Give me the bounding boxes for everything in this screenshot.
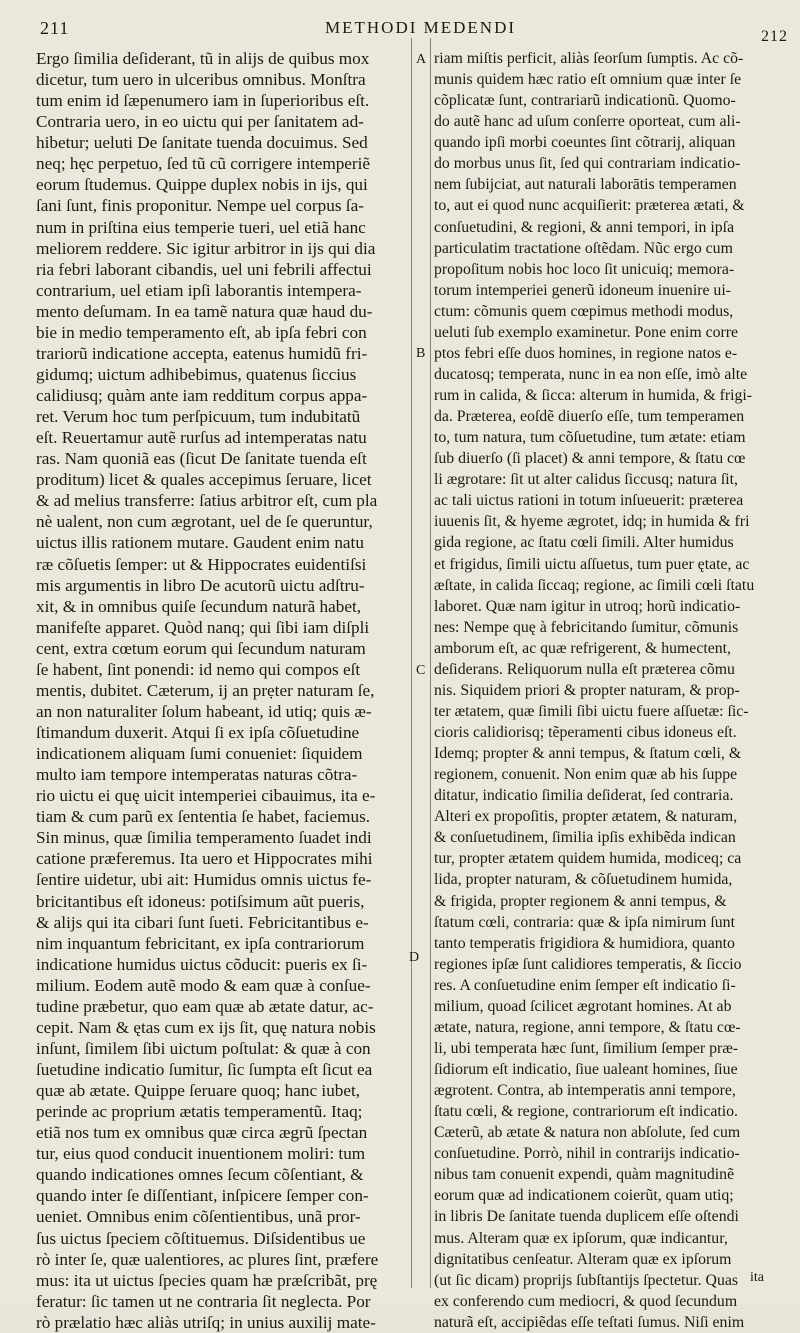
text-line: ptos febri eſſe duos homines, in regione natos e-: [434, 344, 738, 362]
text-line: an non naturaliter ſolum habeant, id utiq; quis æ-: [36, 701, 372, 721]
text-line: ætate, natura, regione, anni tempore, & ſtatu cœ-: [434, 1018, 741, 1036]
text-line: nes: Nempe quę à febricitando ſumitur, cõmunis: [434, 618, 739, 636]
text-line: tudine præbetur, quo eam quæ ab ætate datur, ac-: [36, 996, 374, 1016]
text-line: nè ualent, non cum ægrotant, uel de ſe queruntur,: [36, 512, 373, 532]
text-line: cent, extra cœtum eorum qui ſecundum naturam: [36, 638, 366, 658]
text-line: Ergo ſimilia deſiderant, tũ in alijs de quibus mox: [36, 49, 370, 68]
text-line: ducatosq; temperata, nunc in ea non eſſe, imò alte: [434, 365, 748, 383]
text-line: indicationem aliquam ſumi conueniet: ſiquidem: [36, 744, 363, 764]
text-line: ras. Nam quoniã eas (ſicut De ſanitate tuenda eſt: [36, 449, 367, 469]
text-line: regiones ipſæ ſunt calidiores temperatis, & ſiccio: [434, 955, 742, 973]
text-line: nibus tam conuenit expendi, quàm magnitudinẽ: [434, 1166, 735, 1184]
text-line: torum intemperiei generũ idoneum inuenire ui-: [434, 281, 731, 299]
text-line: calidiusq; quàm ante iam redditum corpus appa-: [36, 386, 368, 405]
text-line: to, aut ei quod nunc acquiſierit: præterea ætati, &: [434, 197, 745, 215]
right-text-column: [434, 48, 754, 1333]
text-line: proditum) licet & quales accepimus ſeruare, licet: [36, 470, 372, 490]
text-line: ſus uictus ſpeciem cõſtituemus. Diſsidentibus ue: [36, 1228, 366, 1248]
text-line: trariorũ indicatione accepta, eatenus humidũ fri-: [36, 343, 368, 363]
text-line: tum enim id ſæpenumero iam in ſuperioribus eſt.: [36, 91, 370, 111]
text-line: naturã eſt, accipiẽdas eſſe teſtati ſumus. Niſi enim: [434, 1313, 745, 1331]
text-line: ctum: cõmunis quem cœpimus methodi modus,: [434, 302, 734, 320]
text-line: ueluti ſub exemplo examinetur. Pone enim corre: [434, 323, 739, 341]
text-line: cepit. Nam & ętas cum ex ijs ſit, quę natura nobis: [36, 1017, 376, 1037]
text-line: eorum ſtudemus. Quippe duplex nobis in ijs, qui: [36, 175, 368, 195]
text-line: milium. Eodem autẽ modo & eam quæ à conſue-: [36, 975, 371, 995]
text-line: mus. Alteram quæ ex ipſorum, quæ indicantur,: [434, 1229, 728, 1247]
text-line: quando indicationes omnes ſecum cõſentiant, &: [36, 1165, 364, 1185]
text-line: da. Præterea, eoſdẽ diuerſo eſſe, tum temperamen: [434, 408, 745, 426]
text-line: ſe habent, ſint ponendi: id nemo qui compos eſt: [36, 659, 361, 679]
text-line: xit, & in omnibus quiſe ſecundum naturã habet,: [36, 596, 362, 616]
text-line: ſtatu cœli, & regione, contrariorum eſt indicatio.: [434, 1103, 738, 1121]
text-line: munis quidem hæc ratio eſt omnium quæ inter ſe: [434, 71, 742, 89]
text-line: laboret. Quæ nam igitur in utroq; horũ indicatio-: [434, 597, 741, 615]
text-line: in libris De ſanitate tuenda duplicem eſſe oſtendi: [434, 1208, 739, 1226]
text-line: do autẽ hanc ad uſum conſerre oporteat, cum ali-: [434, 113, 741, 131]
text-line: (ut ſic dicam) proprijs ſubſtantijs ſpectetur. Quas: [434, 1271, 739, 1289]
margin-letter-b: B: [416, 346, 426, 361]
text-line: meliorem reddere. Sic igitur arbitror in ijs qui dia: [36, 238, 376, 258]
text-line: conſuetudini, & regioni, & anni tempori, in ipſa: [434, 218, 735, 236]
text-line: ſentire uidetur, ubi ait: Humidus omnis uictus fe-: [36, 870, 372, 890]
text-line: res. A conſuetudine enim ſemper eſt indicatio ſi-: [434, 976, 736, 994]
text-line: multo iam tempore intemperatas naturas cõtra-: [36, 765, 358, 785]
text-line: quæ ab ætate. Quippe ſeruare quoq; hanc iubet,: [36, 1081, 361, 1101]
text-line: inſunt, ſimilem ſibi uictum poſtulat: & quæ à con: [36, 1038, 371, 1058]
margin-letter-c: C: [416, 663, 426, 678]
text-line: bricitantibus eſt idoneus: potiſsimum aũt pueris,: [36, 891, 365, 911]
text-line: tanto temperatis frigidiora & humidiora, quanto: [434, 934, 735, 952]
text-line: amborum eſt, ac quæ refrigerent, & humectent,: [434, 639, 731, 657]
text-line: iuuenis ſit, & hyeme ægrotet, idq; in humida & fri: [434, 513, 750, 531]
column-rule-left: [411, 38, 412, 1288]
right-page-number: 212: [761, 28, 788, 45]
text-line: Alteri ex propoſitis, propter ætatem, & naturam,: [434, 808, 738, 826]
text-line: mentis, dubitet. Cæterum, ij an prẹter naturam ſe,: [36, 680, 375, 700]
text-line: ægrotent. Contra, ab intemperatis anni tempore,: [434, 1082, 736, 1100]
text-line: & alijs qui ita cibari ſunt ſueti. Febricitantibus e-: [36, 912, 369, 932]
text-line: contrarium, uel etiam ipſi laborantis intempera-: [36, 280, 362, 300]
text-line: Cæterũ, ab ætate & natura non abſolute, ſed cum: [434, 1124, 741, 1142]
text-line: Contraria uero, in eo uictu qui per ſanitatem ad-: [36, 112, 364, 132]
left-page-number: 211: [40, 18, 70, 38]
text-line: ſub diuerſo (ſi placet) & anni tempore, & ſtatu cœ: [434, 450, 746, 468]
text-line: ſtimandum duxerit. Atqui ſi ex ipſa cõſuetudine: [36, 723, 360, 742]
text-line: & frigida, propter regionem & anni tempus, &: [434, 892, 727, 910]
text-line: uictus illis rationem mutare. Gaudent enim natu: [36, 533, 364, 553]
text-line: quando inter ſe diſſentiant, inſpicere ſemper con-: [36, 1186, 369, 1206]
column-rule-right: [430, 38, 431, 1288]
text-line: ræ cõſuetis ſemper: ut & Hippocrates euidentiſsi: [36, 554, 367, 574]
text-line: ter ætatem, quæ ſimili ſibi uictu fuere aſſuetæ: ſic-: [434, 702, 749, 720]
margin-letter-d: D: [409, 950, 420, 965]
text-line: bie in medio temperamento eſt, ab ipſa febri con: [36, 322, 367, 342]
text-line: do morbus unus ſit, ſed qui contrariam indicatio-: [434, 155, 741, 173]
text-line: dignitatibus cenſeatur. Alteram quæ ex ipſorum: [434, 1250, 732, 1268]
text-line: riam miſtis perficit, aliàs ſeorſum ſumptis. Ac cõ-: [434, 50, 744, 67]
text-line: nem ſubijciat, aut naturali laborātis temperamen: [434, 176, 737, 194]
text-line: æſtate, in calida ſiccaq; regione, ac ſimili cœli ſtatu: [434, 576, 755, 594]
text-line: indicatione humidus uictus cõducit: pueris ex ſi-: [36, 954, 368, 974]
text-line: ſtatum cœli, contraria: quæ & ipſa nimirum ſunt: [434, 913, 735, 931]
text-line: quando ipſi morbi coeuntes ſint cõtrarij, aliquan: [434, 134, 736, 152]
text-line: mis argumentis in libro De acutorũ uictu adſtru-: [36, 575, 365, 595]
text-line: ueniet. Omnibus enim cõſentientibus, unã pror-: [36, 1207, 361, 1227]
text-line: ret. Verum hoc tum perſpicuum, tum indubitatũ: [36, 407, 361, 427]
text-line: mus: ita ut uictus ſpecies quam hæ præſcribãt, prę: [36, 1270, 378, 1290]
left-text-column: [36, 48, 378, 1333]
margin-letter-a: A: [416, 52, 427, 67]
text-line: rò prælatio hæc aliàs utriſq; in unius auxilij mate-: [36, 1312, 376, 1332]
text-line: Sin minus, quæ ſimilia temperamento ſuadet indi: [36, 828, 372, 848]
text-line: tur, propter ætatem quidem humida, modiceq; ca: [434, 850, 742, 868]
text-line: li ægrotare: ſit ut alter calidus ſiccusq; natura ſit,: [434, 471, 739, 489]
text-line: dicetur, tum uero in ulceribus omnibus. Monſtra: [36, 70, 366, 90]
text-line: Idemq; propter & anni tempus, & ſtatum cœli, &: [434, 745, 742, 763]
catchword: ita: [750, 1270, 764, 1285]
text-line: regionem, conuenit. Non enim quæ ab his ſuppe: [434, 766, 738, 784]
text-line: ſuetudine indicatio ſumitur, ſic ſumpta eſt ſicut ea: [36, 1060, 373, 1079]
text-line: mento deſumam. In ea tamẽ natura quæ haud du-: [36, 301, 373, 321]
text-line: feratur: ſic tamen ut ne contraria ſit neglecta. Por: [36, 1291, 371, 1311]
text-line: tur, eius quod conducit inuentionem moliri: tum: [36, 1144, 366, 1164]
text-line: num in priſtina eius temperie tueri, uel etiã hanc: [36, 217, 366, 237]
text-line: conſuetudine. Porrò, nihil in contrarijs indicatio-: [434, 1145, 740, 1163]
text-line: ſani ſunt, finis proponitur. Nempe uel corpus ſa-: [36, 196, 364, 216]
text-line: rò inter ſe, quæ ualentiores, ac plures ſint, præfere: [36, 1249, 379, 1269]
text-line: manifeſte apparet. Quòd nanq; qui ſibi iam diſpli: [36, 617, 370, 637]
text-line: tiam & cum parũ ex ſententia ſe habet, faciemus.: [36, 807, 371, 827]
text-line: perinde ac proprium ætatis temperamentũ. Itaq;: [36, 1102, 363, 1122]
text-line: milium, quoad ſcilicet ægrotant homines. At ab: [434, 997, 732, 1015]
text-line: gida regione, ac ſtatu cœli ſimili. Alter humidus: [434, 534, 734, 552]
text-line: cioris calidiorisq; tẽperamenti cibus idoneus eſt.: [434, 724, 737, 741]
text-line: cõplicatæ ſunt, contrariarũ indicationũ. Quomo-: [434, 92, 736, 110]
text-line: ditatur, indicatio ſimilia deſiderat, ſed contraria.: [434, 787, 734, 805]
text-line: nis. Siquidem priori & propter naturam, & prop-: [434, 681, 740, 699]
running-title: METHODI MEDENDI: [325, 18, 517, 37]
text-line: eorum quæ ad indicationem coierũt, quam utiq;: [434, 1187, 734, 1205]
text-line: eſt. Reuertamur autẽ rurſus ad intemperatas natu: [36, 428, 367, 448]
text-line: ac tali uictus rationi in totum inſueuerit: præterea: [434, 492, 744, 510]
text-line: ria febri laborant cibandis, uel uni febrili affectui: [36, 259, 372, 279]
text-line: rio uictu ei quę uicit intemperiei cibauimus, ita e-: [36, 786, 376, 806]
text-line: deſiderans. Reliquorum nulla eſt præterea cõmu: [434, 660, 735, 678]
text-line: ex conferendo cum mediocri, & quod ſecundum: [434, 1292, 738, 1310]
text-line: catione præferemus. Ita uero et Hippocrates mihi: [36, 849, 373, 869]
text-line: particulatim tractatione oſtẽdam. Nũc ergo cum: [434, 239, 733, 257]
text-line: & ad melius transferre: ſatius arbitror eſt, cum pla: [36, 491, 378, 511]
text-line: neq; hęc perpetuo, ſed tũ cũ corrigere intemperiẽ: [36, 154, 371, 174]
text-line: li, ubi temperata hæc ſunt, ſimilium ſemper præ-: [434, 1039, 739, 1057]
text-line: etiã nos tum ex omnibus quæ circa ægrũ ſpectan: [36, 1123, 368, 1143]
text-line: propoſitum nobis hoc loco ſit unicuiq; memora-: [434, 260, 735, 278]
text-line: gidumq; uictum adhibebimus, quatenus ſiccius: [36, 364, 357, 384]
text-line: & conſuetudinem, ſimilia ipſis exhibẽda indican: [434, 829, 736, 847]
text-line: ſidiorum eſt indicatio, ſiue ualeant homines, ſiue: [434, 1061, 738, 1078]
text-line: lida, propter naturam, & cõſuetudinem humida,: [434, 871, 733, 889]
text-line: et frigidus, ſimili uictu aſſuetus, tum puer ętate, ac: [434, 555, 750, 573]
text-line: hibetur; ueluti De ſanitate tuenda docuimus. Sed: [36, 133, 368, 153]
text-line: rum in calida, & ſicca: alterum in humida, & frigi-: [434, 387, 753, 404]
text-line: nim inquantum febricitant, ex ipſa contrariorum: [36, 933, 365, 953]
text-line: to, tum natura, tum cõſuetudine, tum ætate: etiam: [434, 429, 746, 447]
